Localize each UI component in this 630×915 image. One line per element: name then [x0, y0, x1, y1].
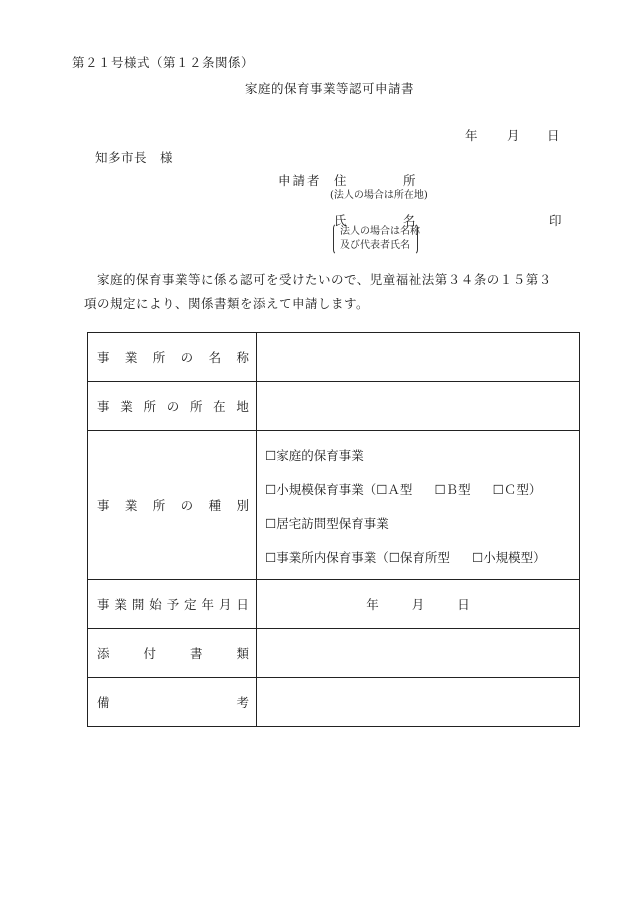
address-label-1: 住	[334, 173, 348, 188]
seal-label: 印	[549, 213, 563, 228]
document-title: 家庭的保育事業等認可申請書	[245, 81, 415, 96]
start-date-field[interactable]	[257, 580, 580, 629]
label-remarks: 備 考	[88, 678, 257, 727]
option-small-scale	[257, 473, 579, 507]
form-number: 第２１号様式（第１２条関係）	[72, 55, 255, 70]
date-month-label: 月	[507, 128, 521, 143]
body-text-line1: 家庭的保育事業等に係る認可を受けたいので、児童福祉法第３４条の１５第３	[97, 272, 552, 287]
body-text-line2: 項の規定により、関係書類を添えて申請します。	[84, 296, 370, 311]
label-business-name: 事 業 所 の 名 称	[88, 333, 257, 382]
option-small-scale-checkbox[interactable]: ☐小規模保育事業（	[265, 482, 377, 497]
label-start-date: 事 業 開 始 予 定 年 月 日	[88, 580, 257, 629]
name-label-1: 氏	[334, 213, 348, 228]
remarks-field[interactable]	[257, 678, 580, 727]
business-type-options	[257, 431, 580, 580]
start-year-unit: 年	[366, 597, 379, 612]
name-label-2: 名	[403, 213, 417, 228]
option-workplace-checkbox[interactable]: ☐事業所内保育事業（	[265, 550, 389, 565]
application-table	[87, 332, 580, 727]
option-type-b[interactable]: ☐Ｂ型	[434, 482, 471, 497]
business-name-field[interactable]	[257, 333, 580, 382]
option-nursery-type[interactable]: ☐保育所型	[388, 550, 450, 565]
name-note-line1: 法人の場合は名称	[340, 226, 420, 237]
address-label-2: 所	[403, 173, 417, 188]
attachments-field[interactable]	[257, 629, 580, 678]
date-year-label: 年	[465, 128, 479, 143]
option-type-a[interactable]: ☐Ａ型	[376, 482, 413, 497]
option-workplace	[257, 541, 579, 575]
applicant-label: 申請者	[278, 173, 322, 188]
date-day-label: 日	[547, 128, 561, 143]
start-day-unit: 日	[457, 597, 470, 612]
name-note-line2: 及び代表者氏名	[340, 240, 410, 251]
option-small-type[interactable]: ☐小規模型）	[471, 550, 546, 565]
business-location-field[interactable]	[257, 382, 580, 431]
start-month-unit: 月	[411, 597, 425, 612]
label-business-location: 事 業 所 の 所 在 地	[88, 382, 257, 431]
addressee: 知多市長 様	[95, 150, 174, 165]
label-business-type: 事 業 所 の 種 別	[88, 431, 257, 580]
option-home-visit[interactable]: ☐居宅訪問型保育事業	[265, 516, 389, 531]
label-attachments: 添 付 書 類	[88, 629, 257, 678]
option-type-c[interactable]: ☐Ｃ型）	[492, 482, 542, 497]
option-family-childcare[interactable]: ☐家庭的保育事業	[265, 448, 364, 463]
address-note: (法人の場合は所在地)	[330, 190, 428, 201]
